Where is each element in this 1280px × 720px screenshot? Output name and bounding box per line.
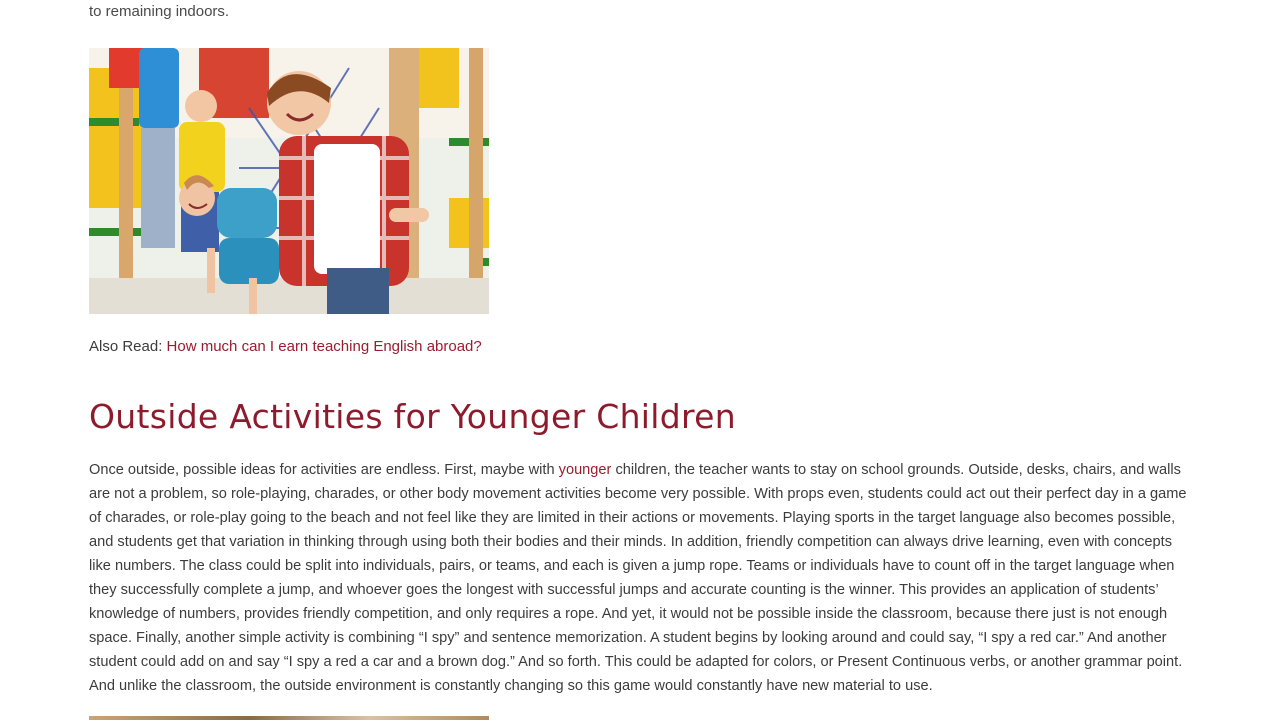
- paragraph-line: like numbers. The class could be split into individuals, pairs, or teams, and each is given a jump rope. Teams or individuals have to count off in the target language when: [89, 558, 1175, 574]
- paragraph-line: space. Finally, another simple activity is combining “I spy” and sentence memorization. A student begins by looking around and could say, “I spy a red car.” And another: [89, 630, 1167, 646]
- paragraph-line: they successfully complete a jump, and whoever goes the longest with successful jumps and accurate counting is the winner. This provides an application of students’: [89, 582, 1159, 598]
- paragraph-line: [89, 458, 1264, 482]
- paragraph-line-text: Once outside, possible ideas for activities are endless. First, maybe with: [89, 462, 559, 478]
- playground-illustration: [89, 48, 489, 314]
- previous-paragraph-line: to remaining indoors.: [89, 3, 230, 20]
- previous-paragraph-fragment: [89, 0, 1264, 24]
- paragraph-line: And unlike the classroom, the outside environment is constantly changing so this game would constantly have new material to use.: [89, 678, 933, 694]
- section-heading: Outside Activities for Younger Children: [89, 397, 736, 436]
- paragraph-line: and students get that variation in thinking through using both their bodies and their minds. In addition, friendly competition can always drive learning, even with concepts: [89, 534, 1173, 550]
- article-paragraph: [89, 458, 1264, 698]
- children-playground-photo: [89, 48, 489, 314]
- younger-link[interactable]: younger: [558, 462, 612, 478]
- paragraph-line-text: children, the teacher wants to stay on school grounds. Outside, desks, chairs, and walls: [611, 462, 1181, 478]
- also-read-link[interactable]: How much can I earn teaching English abroad?: [166, 338, 482, 355]
- paragraph-line: are not a problem, so role-playing, charades, or other body movement activities become very possible. With props even, students could act out their perfect day in a game: [89, 486, 1187, 502]
- also-read-line: [89, 335, 482, 359]
- paragraph-line: knowledge of numbers, provides friendly competition, and only requires a rope. And yet, it would not be possible inside the classroom, because there just is not enough: [89, 606, 1168, 622]
- also-read-prefix: Also Read:: [89, 338, 167, 355]
- paragraph-line: of charades, or role-play going to the beach and not feel like they are limited in their actions or movements. Playing sports in the target language also becomes possible,: [89, 510, 1176, 526]
- next-photo-top-edge: [89, 716, 489, 720]
- paragraph-line: student could add on and say “I spy a red a car and a brown dog.” And so forth. This could be adapted for colors, or Present Continuous verbs, or another grammar point.: [89, 654, 1183, 670]
